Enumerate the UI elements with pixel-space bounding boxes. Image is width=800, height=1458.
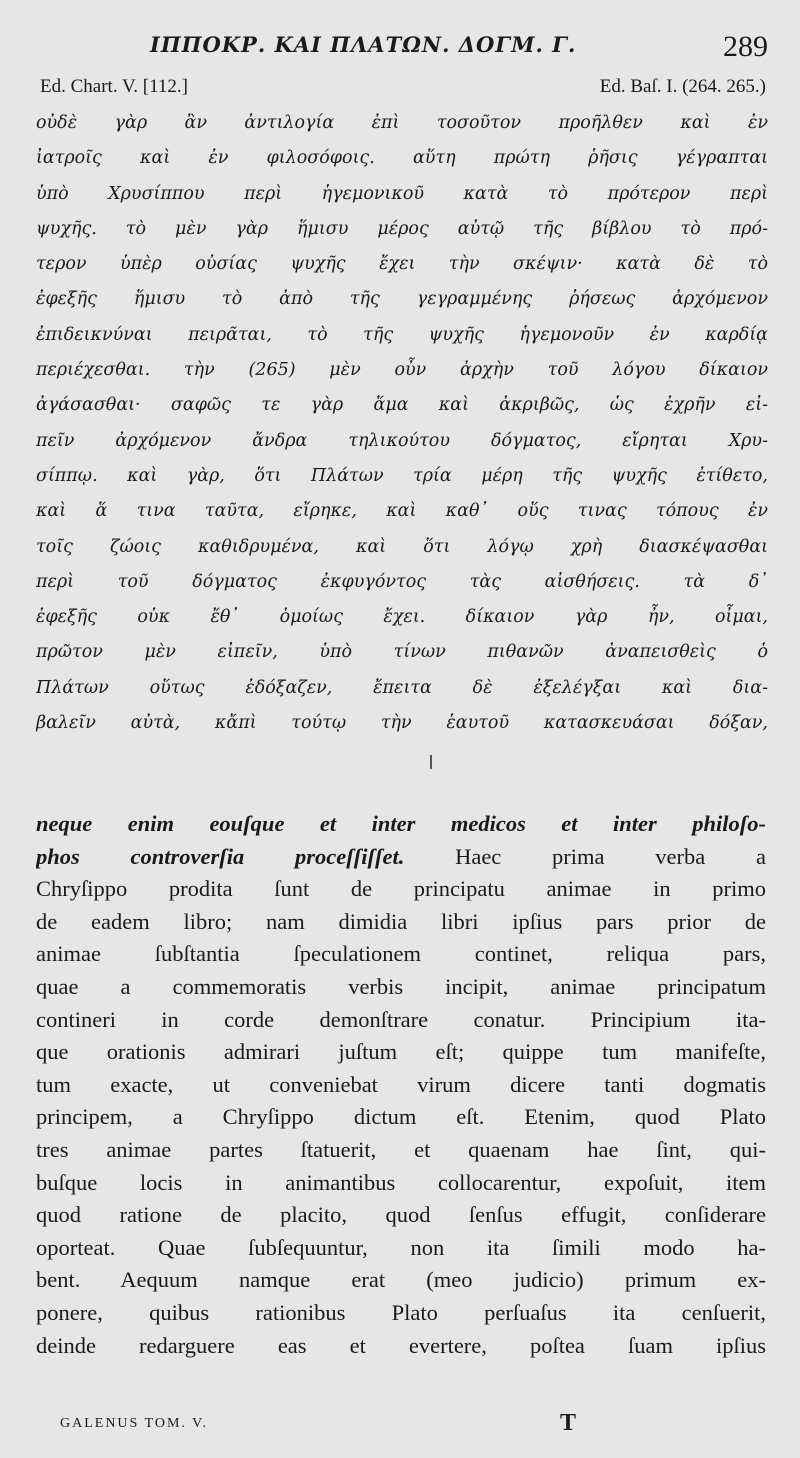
- latin-text-line: [36, 1297, 766, 1330]
- column-separator-mark: [430, 755, 432, 769]
- latin-italic-segment: phos controverſia proceſſiſſet.: [36, 843, 405, 869]
- latin-roman-segment: Chryſippo prodita ſunt de principatu animae in primo: [36, 876, 766, 902]
- latin-text-line: [36, 1004, 766, 1037]
- latin-text-line: [36, 938, 766, 971]
- latin-roman-segment: tres animae partes ſtatuerit, et quaenam hae ſint, qui-: [36, 1136, 766, 1162]
- latin-text-line: [36, 1069, 766, 1102]
- latin-roman-segment: principem, a Chryſippo dictum eſt. Etenim, quod Plato: [36, 1104, 766, 1130]
- greek-text-line: ἐπιδεικνύναι πειρᾶται, τὸ τῆς ψυχῆς ἡγεμονοῦν ἐν καρδίᾳ: [36, 324, 768, 345]
- greek-text-line: περὶ τοῦ δόγματος ἐκφυγόντος τὰς αἰσθήσεις. τὰ δ᾽: [36, 571, 768, 592]
- latin-text-line: [36, 808, 766, 841]
- greek-text-line: τοῖς ζώοις καθιδρυμένα, καὶ ὅτι λόγῳ χρὴ διασκέψασθαι: [36, 536, 768, 557]
- latin-text-block: [36, 808, 766, 1362]
- greek-text-line: πρῶτον μὲν εἰπεῖν, ὑπὸ τίνων πιθανῶν ἀναπεισθεὶς ὁ: [36, 642, 768, 663]
- greek-text-block: [36, 106, 768, 741]
- latin-italic-segment: neque enim eouſque et inter medicos et inter philoſo-: [36, 811, 766, 836]
- greek-text-line: ψυχῆς. τὸ μὲν γὰρ ἥμισυ μέρος αὐτῷ τῆς βίβλου τὸ πρό-: [36, 218, 768, 239]
- latin-roman-segment: buſque locis in animantibus collocarentur, expoſuit, item: [36, 1169, 766, 1195]
- latin-text-line: [36, 1199, 766, 1232]
- greek-text-line: ἰατροῖς καὶ ἐν φιλοσόφοις. αὕτη πρώτη ῥῆσις γέγραπται: [36, 148, 768, 169]
- latin-roman-segment: bent. Aequum namque erat (meo judicio) primum ex-: [36, 1267, 766, 1293]
- latin-roman-segment: de eadem libro; nam dimidia libri ipſius pars prior de: [36, 908, 766, 934]
- footer-volume-label: GALENUS TOM. V.: [60, 1416, 208, 1431]
- greek-text-line: ὑπὸ Χρυσίππου περὶ ἡγεμονικοῦ κατὰ τὸ πρότερον περὶ: [36, 183, 768, 204]
- latin-roman-segment: tum exacte, ut conveniebat virum dicere tanti dogmatis: [36, 1071, 766, 1097]
- greek-text-line: ἐφεξῆς ἥμισυ τὸ ἀπὸ τῆς γεγραμμένης ῥήσεως ἀρχόμενον: [36, 289, 768, 310]
- latin-text-line: [36, 841, 766, 874]
- latin-text-line: [36, 1264, 766, 1297]
- latin-roman-segment: quod ratione de placito, quod ſenſus effugit, conſiderare: [36, 1202, 766, 1228]
- greek-text-line: πεῖν ἀρχόμενον ἄνδρα τηλικούτου δόγματος, εἴρηται Χρυ-: [36, 430, 768, 451]
- latin-text-line: [36, 1232, 766, 1265]
- running-title: ΙΠΠΟΚΡ. ΚΑΙ ΠΛΑΤΩΝ. ΔΟΓΜ. Γ.: [150, 32, 577, 57]
- latin-text-line: [36, 971, 766, 1004]
- latin-roman-segment: ponere, quibus rationibus Plato perſuaſus ita cenſuerit,: [36, 1299, 766, 1325]
- running-head: [0, 28, 800, 68]
- edition-references: [40, 76, 766, 102]
- greek-text-line: περιέχεσθαι. τὴν (265) μὲν οὖν ἀρχὴν τοῦ λόγου δίκαιον: [36, 360, 768, 381]
- latin-roman-segment: quae a commemoratis verbis incipit, animae principatum: [36, 973, 766, 999]
- greek-text-line: καὶ ἅ τινα ταῦτα, εἴρηκε, καὶ καθ᾽ οὕς τινας τόπους ἐν: [36, 501, 768, 522]
- latin-roman-segment: Haec prima verba a: [404, 843, 766, 869]
- greek-text-line: οὐδὲ γὰρ ἂν ἀντιλογία ἐπὶ τοσοῦτον προῆλθεν καὶ ἐν: [36, 113, 768, 133]
- latin-roman-segment: que orationis admirari juſtum eſt; quippe tum manifeſte,: [36, 1039, 766, 1065]
- latin-roman-segment: animae ſubſtantia ſpeculationem continet, reliqua pars,: [36, 941, 766, 967]
- greek-text-line: σίππῳ. καὶ γὰρ, ὅτι Πλάτων τρία μέρη τῆς ψυχῆς ἐτίθετο,: [36, 465, 768, 486]
- latin-roman-segment: deinde redarguere eas et evertere, poſtea ſuam ipſius: [36, 1332, 766, 1358]
- latin-text-line: [36, 1134, 766, 1167]
- latin-text-line: [36, 1167, 766, 1200]
- latin-text-line: [36, 906, 766, 939]
- greek-text-line: ἐφεξῆς οὐκ ἔθ᾽ ὁμοίως ἔχει. δίκαιον γὰρ ἦν, οἶμαι,: [36, 607, 768, 628]
- greek-text-line: ἀγάσασθαι· σαφῶς τε γὰρ ἅμα καὶ ἀκριβῶς, ὡς ἐχρῆν εἰ-: [36, 395, 768, 416]
- latin-text-line: [36, 1101, 766, 1134]
- latin-text-line: [36, 1330, 766, 1363]
- latin-text-line: [36, 1036, 766, 1069]
- edition-basel: Ed. Baſ. I. (264. 265.): [599, 76, 766, 97]
- greek-text-line: τερον ὑπὲρ οὐσίας ψυχῆς ἔχει τὴν σκέψιν· κατὰ δὲ τὸ: [36, 254, 768, 275]
- greek-text-line: Πλάτων οὕτως ἐδόξαζεν, ἔπειτα δὲ ἐξελέγξαι καὶ δια-: [36, 677, 768, 698]
- latin-text-line: [36, 873, 766, 906]
- latin-roman-segment: oporteat. Quae ſubſequuntur, non ita ſimili modo ha-: [36, 1234, 766, 1260]
- latin-roman-segment: contineri in corde demonſtrare conatur. Principium ita-: [36, 1006, 766, 1032]
- page-footer: [60, 1410, 620, 1440]
- footer-signature-mark: T: [560, 1410, 577, 1436]
- greek-text-line: βαλεῖν αὐτὰ, κἄπὶ τούτῳ τὴν ἑαυτοῦ κατασκευάσαι δόξαν,: [36, 713, 768, 734]
- edition-chartier: Ed. Chart. V. [112.]: [40, 76, 188, 97]
- page-number: 289: [723, 30, 768, 63]
